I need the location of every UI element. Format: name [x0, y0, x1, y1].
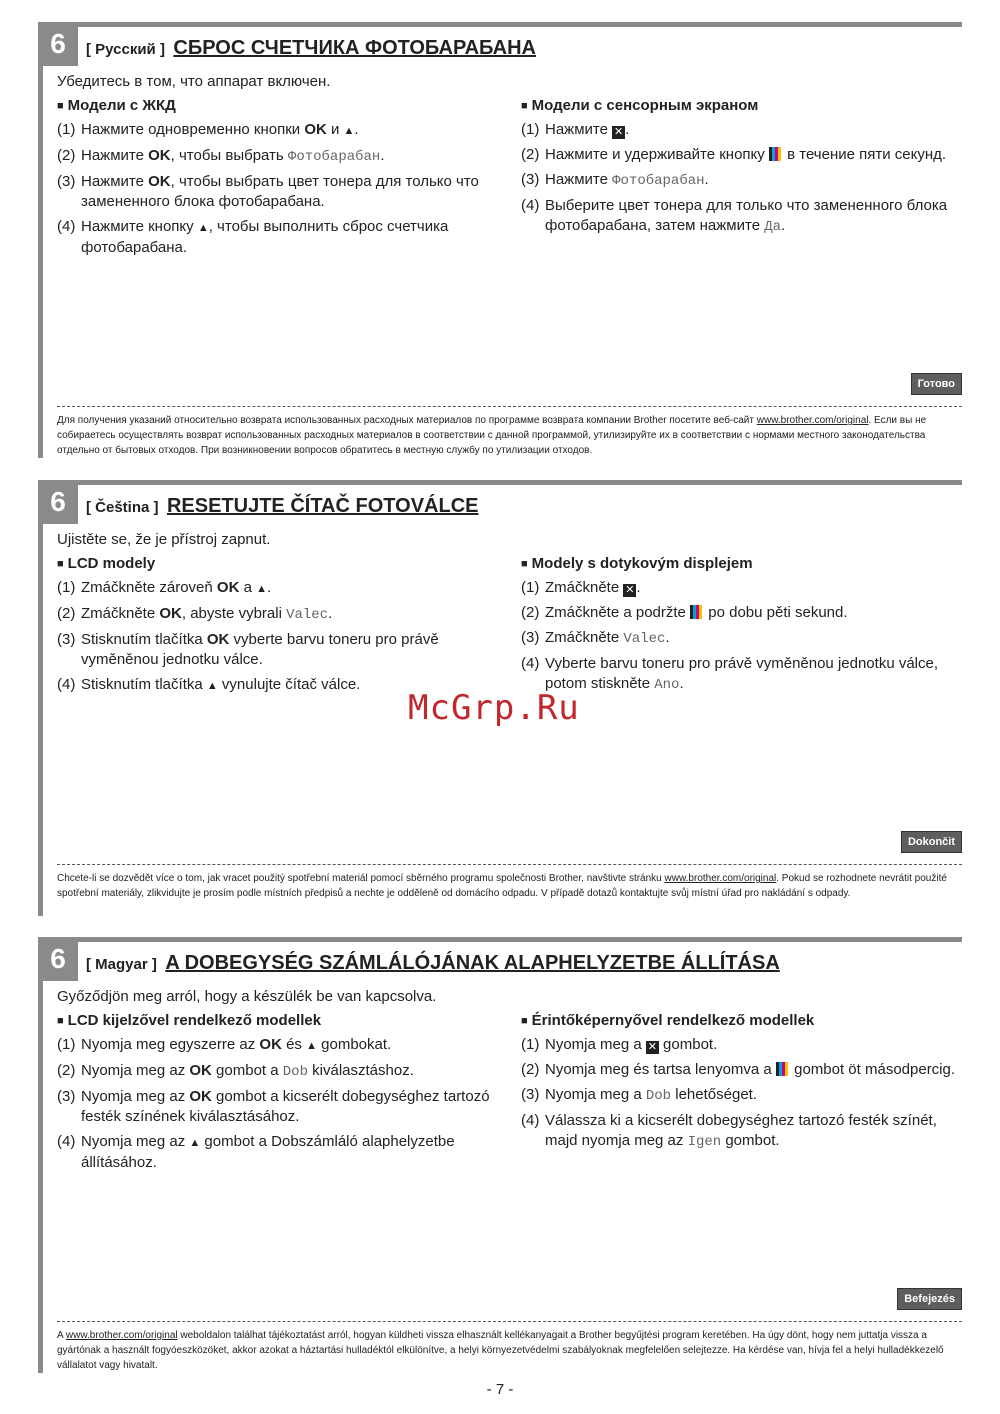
list-item: (4) Выберите цвет тонера для только что замененного блока фотобарабана, затем нажмите Да. — [521, 197, 948, 235]
brother-link[interactable]: www.brother.com/original — [664, 873, 777, 884]
color-toner-icon — [690, 605, 704, 619]
dashed-divider — [57, 864, 962, 865]
recycling-note: Chcete-li se dozvědět více o tom, jak vracet použitý spotřební materiál pomocí sběrného programu společnosti Brother, navštivte stránku www.brother.com/original. Pokud se rozhodnete nevrátit použité spotřební materiály, zlikvidujte je prosím podle místních předpisů a nechte je odděleně od domácího odpadu. V případě dotazů kontaktujte svůj místní úřad pro nakládání s odpady. — [57, 873, 947, 899]
done-label: Готово — [911, 373, 962, 395]
lcd-models-column — [57, 97, 507, 263]
list-item: (3) Нажмите Фотобарабан. — [521, 171, 709, 189]
column-heading: ■ LCD modely — [57, 555, 156, 572]
list-item: (4) Válassza ki a kicserélt dobegységhez tartozó festék színét, majd nyomja meg az Igen gombot. — [521, 1112, 937, 1150]
intro-text: Győződjön meg arról, hogy a készülék be van kapcsolva. — [57, 988, 437, 1005]
list-item: (1) Zmáčkněte zároveň OK a ▲. — [57, 579, 272, 596]
dashed-divider — [57, 1321, 962, 1322]
heading: СБРОС СЧЕТЧИКА ФОТОБАРАБАНА — [173, 37, 536, 59]
cancel-icon: ✕ — [614, 126, 624, 138]
column-heading: ■ Modely s dotykovým displejem — [521, 555, 753, 572]
done-label: Dokončit — [901, 831, 962, 853]
language-label: [ Magyar ] — [86, 956, 157, 973]
recycling-note: A www.brother.com/original weboldalon találhat tájékoztatást arról, hogyan küldheti vissza elhasznált kellékanyagait a Brother begyűjtési program keretében. Ha úgy dönt, hogy nem juttatja vissza a gyártónak a használt fogyóeszközöket, akkor azokat a háztartási hulladéktól elkülönítve, a helyi környezetvédelmi szabályoknak megfelelően selejtezze. Ha kérdése van, hívja fel a helyi hulladékkezelő vállalatot vagy hivatalt. — [57, 1330, 944, 1371]
recycling-note: Для получения указаний относительно возврата использованных расходных материалов по программе возврата компании Brother посетите веб-сайт www.brother.com/original. Если вы не собираетесь осуществлять возврат использованных расходных материалов в соответствии с данной программой, утилизируйте их в соответствии с нормами местного законодательства отдельно от бытовых отходов. При возникновении вопросов обратитесь в местную службу по утилизации отходов. — [57, 415, 927, 456]
column-heading: ■ LCD kijelzővel rendelkező modellek — [57, 1012, 322, 1029]
cancel-icon: ✕ — [647, 1041, 657, 1053]
list-item: (3) Нажмите OK, чтобы выбрать цвет тонера для только что замененного блока фотобарабана. — [57, 173, 479, 210]
touchscreen-models-column — [521, 555, 966, 700]
up-arrow-icon: ▲ — [197, 222, 209, 234]
lcd-models-column — [57, 1012, 507, 1178]
section-title — [86, 37, 536, 60]
section-title — [86, 495, 478, 518]
intro-text: Убедитесь в том, что аппарат включен. — [57, 73, 331, 90]
step-number: 6 — [38, 937, 78, 981]
dashed-divider — [57, 406, 962, 407]
list-item: (4) Нажмите кнопку ▲, чтобы выполнить сброс счетчика фотобарабана. — [57, 218, 449, 256]
up-arrow-icon: ▲ — [343, 125, 355, 137]
intro-text: Ujistěte se, že je přístroj zapnut. — [57, 531, 271, 548]
list-item: (4) Stisknutím tlačítka ▲ vynulujte čítač válce. — [57, 676, 361, 693]
list-item: (2) Нажмите OK, чтобы выбрать Фотобарабан. — [57, 147, 385, 165]
column-heading: ■ Érintőképernyővel rendelkező modellek — [521, 1012, 815, 1029]
color-toner-icon — [769, 147, 783, 161]
color-toner-icon — [776, 1062, 790, 1076]
up-arrow-icon: ▲ — [189, 1137, 201, 1149]
cancel-icon: ✕ — [625, 584, 635, 596]
watermark: McGrp.Ru — [408, 688, 580, 728]
column-heading: ■ Модели с сенсорным экраном — [521, 97, 759, 114]
page-number: - 7 - — [486, 1381, 514, 1398]
heading: A DOBEGYSÉG SZÁMLÁLÓJÁNAK ALAPHELYZETBE ÁLLÍTÁSA — [165, 952, 780, 974]
list-item: (1) Нажмите одновременно кнопки OK и ▲. — [57, 121, 359, 138]
touchscreen-models-column — [521, 97, 966, 242]
list-item: (3) Nyomja meg a Dob lehetőséget. — [521, 1086, 757, 1104]
list-item: (4) Nyomja meg az ▲ gombot a Dobszámláló alaphelyzetbe állításához. — [57, 1133, 455, 1171]
step-number: 6 — [38, 22, 78, 66]
side-rule — [38, 480, 43, 916]
up-arrow-icon: ▲ — [306, 1040, 317, 1052]
step-number: 6 — [38, 480, 78, 524]
column-heading: ■ Модели с ЖКД — [57, 97, 176, 114]
touchscreen-models-column — [521, 1012, 966, 1157]
list-item: (1) Zmáčkněte ✕ . — [521, 579, 641, 596]
section-title — [86, 952, 780, 975]
list-item: (2) Nyomja meg és tartsa lenyomva a gombot öt másodpercig. — [521, 1061, 956, 1078]
list-item: (1) Nyomja meg egyszerre az OK és ▲ gombokat. — [57, 1036, 392, 1053]
list-item: (2) Zmáčkněte a podržte po dobu pěti sekund. — [521, 604, 848, 621]
list-item: (2) Zmáčkněte OK, abyste vybrali Valec. — [57, 605, 333, 623]
language-label: [ Русский ] — [86, 41, 165, 58]
top-rule — [38, 937, 962, 942]
list-item: (2) Нажмите и удерживайте кнопку в течение пяти секунд. — [521, 146, 947, 163]
list-item: (2) Nyomja meg az OK gombot a Dob kiválasztáshoz. — [57, 1062, 414, 1080]
list-item: (4) Vyberte barvu toneru pro právě vyměněnou jednotku válce, potom stiskněte Ano. — [521, 655, 939, 693]
list-item: (3) Zmáčkněte Valec. — [521, 629, 670, 647]
top-rule — [38, 480, 962, 485]
side-rule — [38, 937, 43, 1373]
heading: RESETUJTE ČÍTAČ FOTOVÁLCE — [166, 495, 479, 517]
brother-link[interactable]: www.brother.com/original — [756, 415, 869, 426]
up-arrow-icon: ▲ — [206, 680, 218, 692]
list-item: (1) Nyomja meg a ✕ gombot. — [521, 1036, 718, 1053]
brother-link[interactable]: www.brother.com/original — [65, 1330, 178, 1341]
lcd-models-column — [57, 555, 507, 701]
side-rule — [38, 22, 43, 458]
up-arrow-icon: ▲ — [256, 583, 267, 595]
done-label: Befejezés — [897, 1288, 962, 1310]
language-label: [ Čeština ] — [86, 499, 159, 516]
top-rule — [38, 22, 962, 27]
list-item: (3) Stisknutím tlačítka OK vyberte barvu toneru pro právě vyměněnou jednotku válce. — [57, 631, 439, 668]
list-item: (1) Нажмите ✕ . — [521, 121, 630, 138]
list-item: (3) Nyomja meg az OK gombot a kicserélt dobegységhez tartozó festék színének kiválasztásához. — [57, 1088, 490, 1125]
